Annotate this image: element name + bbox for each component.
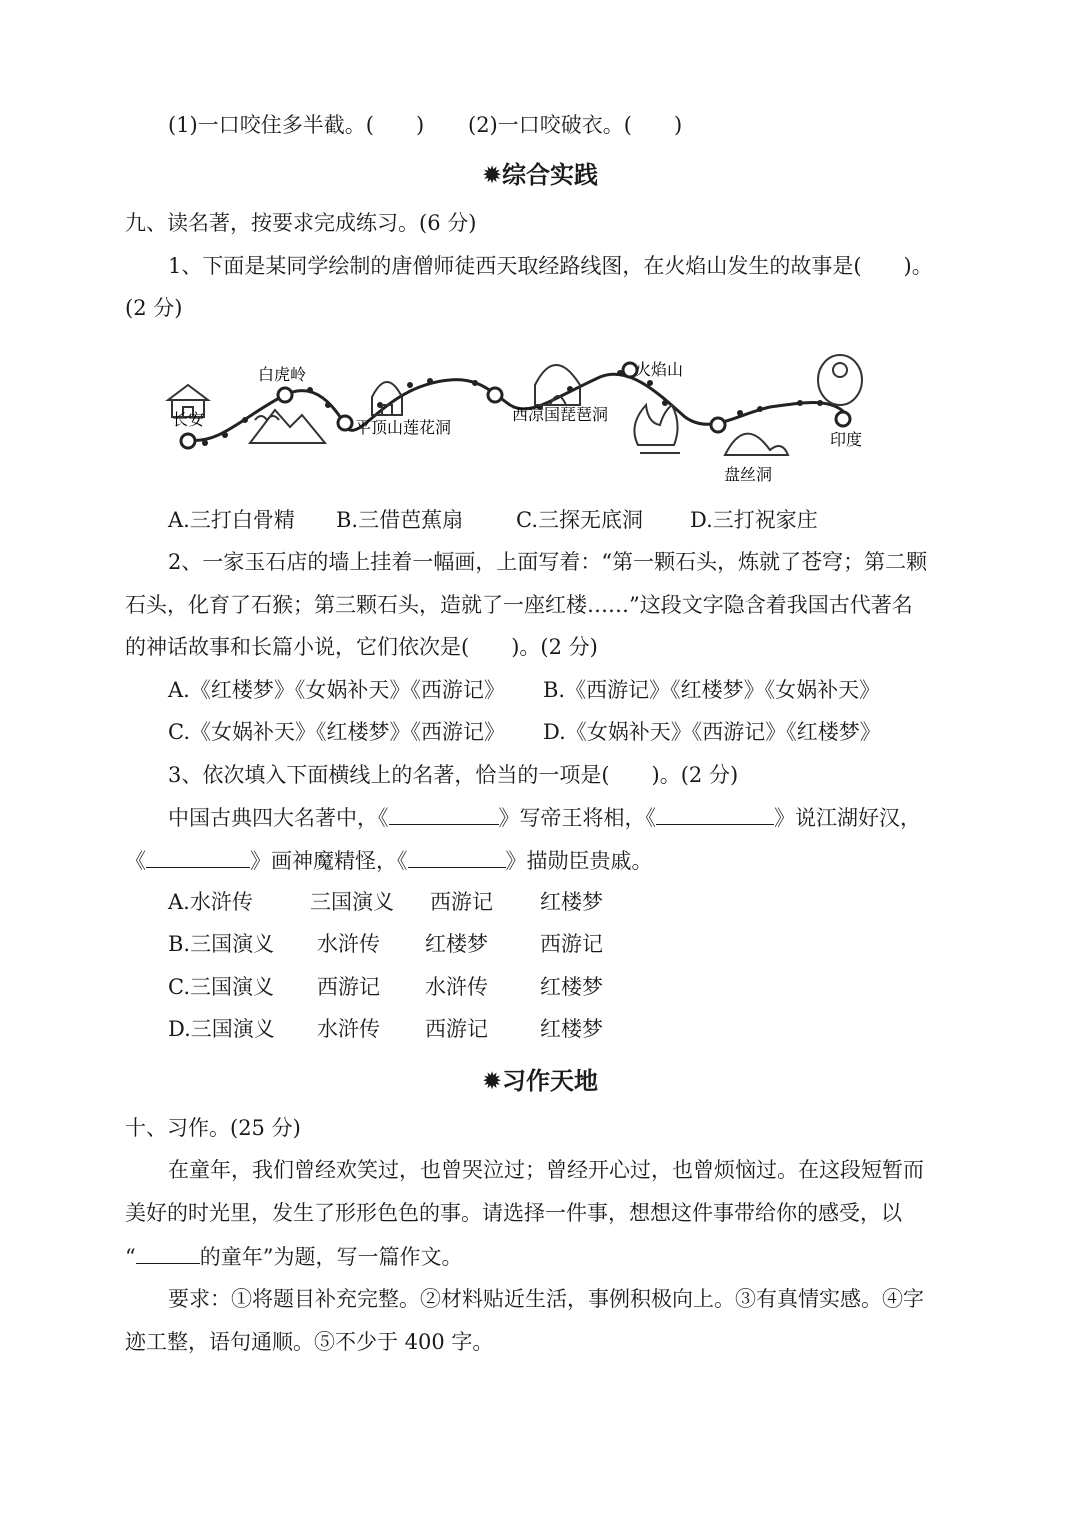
q3-option-a-2: 三国演义 (310, 890, 394, 914)
q3-text-4: 《 (125, 849, 146, 873)
label-huoyanshan: 火焰山 (635, 360, 684, 379)
writing-quote-open: “ (125, 1245, 136, 1269)
writing-prompt-line-3 (125, 1241, 463, 1272)
q3-blank-1 (389, 802, 499, 825)
q3-option-a-4: 红楼梦 (540, 890, 603, 914)
label-yindu: 印度 (830, 430, 863, 449)
label-pingdingshan: 平顶山莲花洞 (355, 418, 452, 437)
q3-option-a-3: 西游记 (430, 890, 493, 914)
question-10-title: 十、习作。(25 分) (125, 1116, 301, 1140)
q1-line-1: 1、下面是某同学绘制的唐僧师徒西天取经路线图，在火焰山发生的故事是( )。 (168, 254, 933, 278)
writing-requirements-line-2: 迹工整，语句通顺。⑤不少于 400 字。 (125, 1330, 494, 1354)
writing-prompt-rest: 的童年”为题，写一篇作文。 (199, 1245, 463, 1269)
q3-option-a-1: A.水浒传 (168, 890, 253, 914)
writing-prompt-line-2: 美好的时光里，发生了形形色色的事。请选择一件事，想想这件事带给你的感受，以 (125, 1201, 902, 1225)
label-xiliang: 西凉国琵琶洞 (512, 405, 609, 424)
q1-option-a: A.三打白骨精 (168, 508, 295, 532)
journey-route-map (150, 345, 880, 495)
q3-text-2: 》写帝王将相，《 (498, 806, 656, 830)
writing-requirements-line-1: 要求：①将题目补充完整。②材料贴近生活，事例积极向上。③有真情实感。④字 (168, 1287, 924, 1311)
item-1: (1)一口咬住多半截。( ) (168, 113, 425, 137)
q3-option-b-1: B.三国演义 (168, 932, 275, 956)
q2-option-c: C.《女娲补天》《红楼梦》《西游记》 (168, 720, 505, 744)
label-pansidong: 盘丝洞 (724, 465, 773, 484)
q3-blank-2 (656, 802, 774, 825)
section-title-writing: ✹习作天地 (481, 1067, 599, 1095)
q3-blank-4 (408, 845, 506, 868)
writing-title-blank (136, 1241, 200, 1264)
q3-option-d-2: 水浒传 (317, 1017, 380, 1041)
q2-line-2: 石头，化育了石猴；第三颗石头，造就了一座红楼……”这段文字隐含着我国古代著名 (125, 593, 913, 617)
q2-option-a: A.《红楼梦》《女娲补天》《西游记》 (168, 678, 505, 702)
q3-option-d-4: 红楼梦 (540, 1017, 603, 1041)
label-baihuling: 白虎岭 (258, 365, 307, 384)
q2-option-b: B.《西游记》《红楼梦》《女娲补天》 (543, 678, 881, 702)
q1-option-d: D.三打祝家庄 (690, 508, 818, 532)
q3-text-1: 中国古典四大名著中，《 (168, 806, 389, 830)
q1-option-b: B.三借芭蕉扇 (336, 508, 464, 532)
q3-option-c-1: C.三国演义 (168, 975, 274, 999)
q3-option-b-4: 西游记 (540, 932, 603, 956)
q3-option-b-2: 水浒传 (317, 932, 380, 956)
label-changan: 长安 (172, 410, 205, 429)
writing-prompt-line-1: 在童年，我们曾经欢笑过，也曾哭泣过；曾经开心过，也曾烦恼过。在这段短暂而 (168, 1158, 924, 1182)
section-title-practice: ✹综合实践 (481, 161, 599, 189)
q3-option-b-3: 红楼梦 (425, 932, 488, 956)
q3-text-5: 》画神魔精怪，《 (250, 849, 408, 873)
q1-option-c: C.三探无底洞 (516, 508, 643, 532)
q3-option-d-3: 西游记 (425, 1017, 488, 1041)
q3-text-3: 》说江湖好汉， (774, 806, 921, 830)
q2-line-1: 2、一家玉石店的墙上挂着一幅画，上面写着：“第一颗石头，炼就了苍穹；第二颗 (168, 550, 928, 574)
q3-text-6: 》描勋臣贵戚。 (505, 849, 653, 873)
q3-blank-3 (146, 845, 250, 868)
q3-paragraph-line-1 (168, 802, 921, 833)
q2-option-d: D.《女娲补天》《西游记》《红楼梦》 (543, 720, 881, 744)
item-2: (2)一口咬破衣。( ) (468, 113, 683, 137)
q3-option-c-2: 西游记 (317, 975, 380, 999)
q3-paragraph-line-2 (125, 845, 653, 876)
q3-option-c-3: 水浒传 (425, 975, 488, 999)
q3-option-d-1: D.三国演义 (168, 1017, 275, 1041)
q2-line-3: 的神话故事和长篇小说，它们依次是( )。(2 分) (125, 635, 598, 659)
q3-title: 3、依次填入下面横线上的名著，恰当的一项是( )。(2 分) (168, 763, 739, 787)
q1-line-2: (2 分) (125, 296, 183, 320)
question-9-title: 九、读名著，按要求完成练习。(6 分) (125, 211, 477, 235)
q3-option-c-4: 红楼梦 (540, 975, 603, 999)
